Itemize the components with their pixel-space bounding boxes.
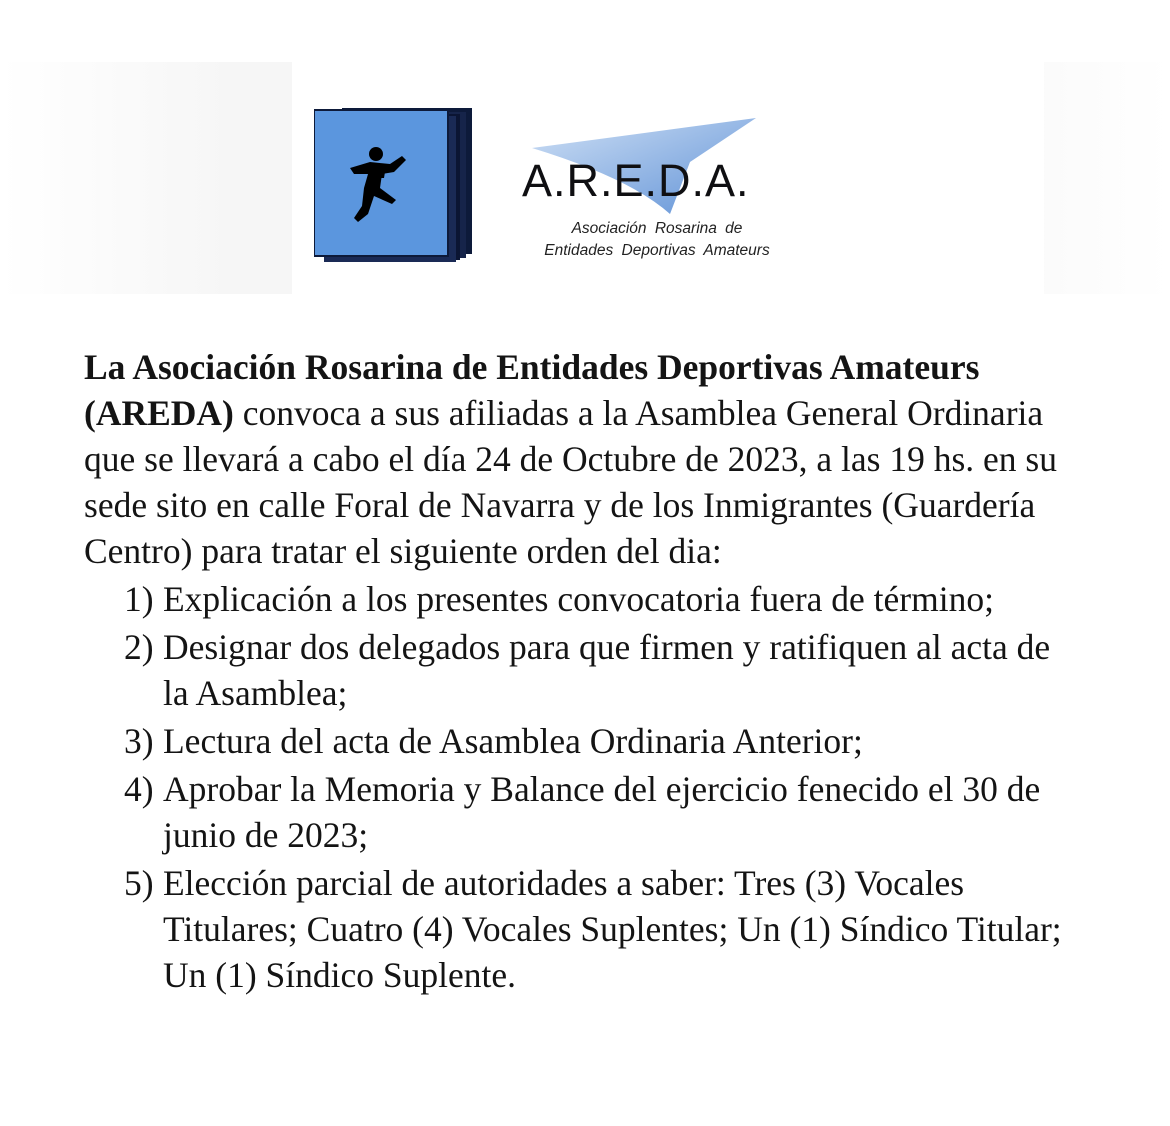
areda-subtitle — [530, 218, 784, 262]
announcement — [84, 344, 1084, 998]
agenda-item — [84, 624, 1084, 716]
runner-tile-logo — [314, 104, 484, 266]
agenda-item-text: Elección parcial de autoridades a saber: Tres (3) Vocales Titulares; Cuatro (4) Vocales Suplentes; Un (1) Síndico Titular; Un (1) Síndico Suplente. — [163, 863, 1062, 995]
agenda-item-number: 5) — [124, 863, 154, 903]
agenda-item-number: 4) — [124, 769, 154, 809]
agenda-item — [84, 718, 1084, 764]
agenda-item — [84, 576, 1084, 622]
agenda-item-number: 1) — [124, 579, 154, 619]
agenda-list — [84, 576, 1084, 998]
agenda-item — [84, 766, 1084, 858]
areda-subtitle-line1: Asociación Rosarina de — [571, 220, 743, 237]
agenda-item-text: Explicación a los presentes convocatoria fuera de término; — [163, 579, 994, 619]
agenda-item-number: 2) — [124, 627, 154, 667]
announcement-body: convoca a sus afiliadas a la Asamblea General Ordinaria que se llevará a cabo el día 24 de Octubre de 2023, a las 19 hs. en su sede sito en calle Foral de Navarra y de los Inmigrantes (Guardería Centro) para tratar el siguiente orden del dia: — [84, 393, 1057, 571]
agenda-item — [84, 860, 1084, 998]
areda-acronym: A.R.E.D.A. — [522, 155, 750, 206]
agenda-item-text: Aprobar la Memoria y Balance del ejercicio fenecido el 30 de junio de 2023; — [163, 769, 1041, 855]
agenda-item-text: Lectura del acta de Asamblea Ordinaria Anterior; — [163, 721, 863, 761]
agenda-item-number: 3) — [124, 721, 154, 761]
agenda-item-text: Designar dos delegados para que firmen y ratifiquen al acta de la Asamblea; — [163, 627, 1051, 713]
announcement-bold-lead: La Asociación Rosarina de Entidades Deportivas Amateurs (AREDA) — [84, 347, 980, 433]
areda-subtitle-line2: Entidades Deportivas Amateurs — [544, 242, 770, 259]
announcement-paragraph — [84, 344, 1084, 574]
